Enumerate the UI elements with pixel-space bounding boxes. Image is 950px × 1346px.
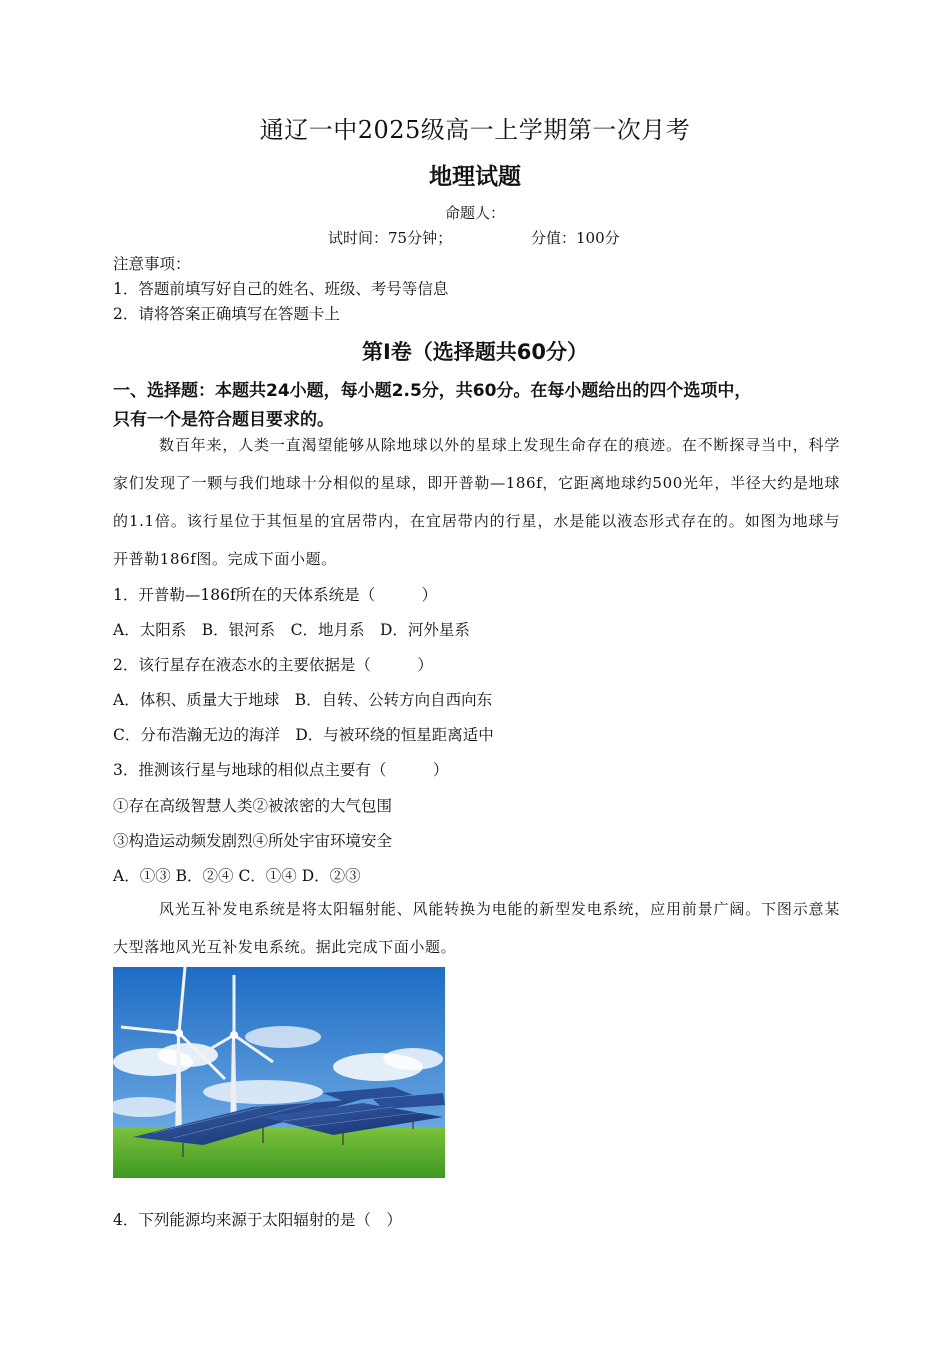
question-2-options: A．体积、质量大于地球 B．自转、公转方向自西向东 bbox=[113, 691, 493, 709]
exam-title: 通辽一中2025级高一上学期第一次月考 bbox=[259, 116, 691, 144]
note-item: 2．请将答案正确填写在答题卡上 bbox=[113, 305, 340, 323]
question-2: 2．该行星存在液态水的主要依据是（ ） bbox=[113, 656, 433, 674]
section-title: 第I卷（选择题共60分） bbox=[361, 340, 589, 364]
question-3-items: ③构造运动频发剧烈④所处宇宙环境安全 bbox=[113, 832, 393, 850]
question-1: 1．开普勒—186f所在的天体系统是（ ） bbox=[113, 586, 438, 604]
passage-1: 数百年来，人类一直渴望能够从除地球以外的星球上发现生命存在的痕迹。在不断探寻当中，科学家们发现了一颗与我们地球十分相似的星球，即开普勒—186f，它距离地球约500光年，半径大约是地球的1.1倍。该行星位于其恒星的宜居带内，在宜居带内的行星，水是能以液态形式存在的。如图为地球与开普勒186f图。完成下面小题。 bbox=[113, 436, 840, 568]
notes-heading: 注意事项： bbox=[113, 255, 191, 273]
passage-2: 风光互补发电系统是将太阳辐射能、风能转换为电能的新型发电系统，应用前景广阔。下图示意某大型落地风光互补发电系统。据此完成下面小题。 bbox=[113, 900, 840, 956]
section-instruction: 一、选择题：本题共24小题，每小题2.5分，共60分。在每小题给出的四个选项中， bbox=[113, 381, 752, 401]
section-instruction: 只有一个是符合题目要求的。 bbox=[113, 410, 334, 430]
author-label: 命题人： bbox=[444, 204, 505, 222]
question-1-options: A．太阳系 B．银河系 C．地月系 D．河外星系 bbox=[113, 621, 470, 639]
question-3: 3．推测该行星与地球的相似点主要有（ ） bbox=[113, 761, 449, 779]
question-4: 4．下列能源均来源于太阳辐射的是（ ） bbox=[113, 1211, 402, 1229]
question-2-options: C．分布浩瀚无边的海洋 D．与被环绕的恒星距离适中 bbox=[113, 726, 494, 744]
note-item: 1．答题前填写好自己的姓名、班级、考号等信息 bbox=[113, 280, 449, 298]
question-3-items: ①存在高级智慧人类②被浓密的大气包围 bbox=[113, 797, 393, 815]
time-label: 试时间：75分钟； bbox=[328, 229, 453, 247]
wind-solar-photo bbox=[113, 967, 445, 1178]
score-label: 分值：100分 bbox=[531, 229, 620, 247]
exam-subject: 地理试题 bbox=[429, 164, 521, 190]
question-3-options: A．①③ B．②④ C．①④ D．②③ bbox=[113, 867, 361, 885]
